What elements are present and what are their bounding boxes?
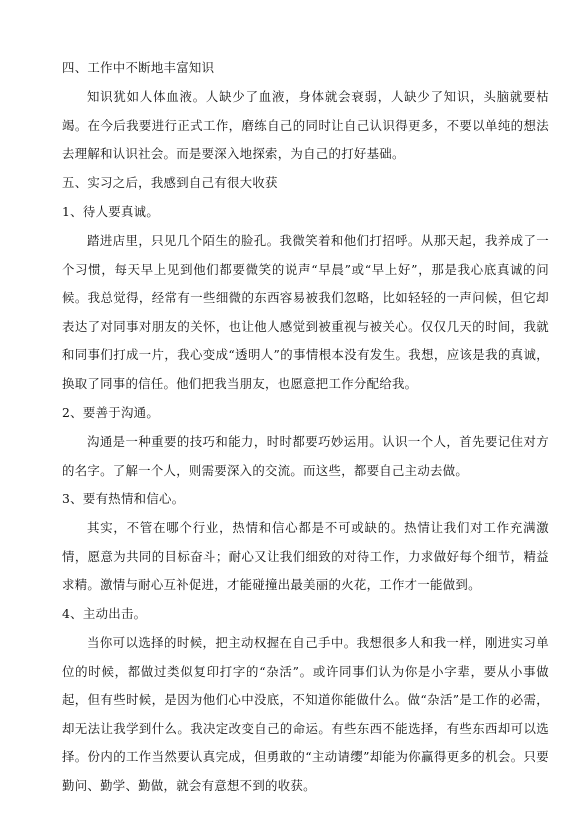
paragraph-knowledge: 知识犹如人体血液。人缺少了血液，身体就会衰弱，人缺少了知识，头脑就要枯竭。在今后我要进行正式工作，磨练自己的同时让自己认识得更多，不要以单纯的想法去理解和认识社会。而是要深入地探索，为自己的打好基础。 bbox=[62, 89, 549, 162]
subheading-passion-confidence: 3、要有热情和信心。 bbox=[62, 491, 185, 506]
subheading-sincerity: 1、待人要真诚。 bbox=[62, 204, 160, 219]
paragraph-passion-confidence: 其实，不管在哪个行业，热情和信心都是不可或缺的。热情让我们对工作充满激情，愿意为共同的目标奋斗；耐心又让我们细致的对待工作，力求做好每个细节，精益求精。激情与耐心互补促进，才能碰撞出最美丽的火花，工作才一能做到。 bbox=[62, 520, 549, 593]
paragraph-sincerity: 踏进店里，只见几个陌生的脸孔。我微笑着和他们打招呼。从那天起，我养成了一个习惯，每天早上见到他们都要微笑的说声“早晨”或“早上好”，那是我心底真诚的问候。我总觉得，经常有一些细微的东西容易被我们忽略，比如轻轻的一声问候，但它却表达了对同事对朋友的关怀，也让他人感觉到被重视与被关心。仅仅几天的时间，我就和同事们打成一片，我心变成“透明人”的事情根本没有发生。我想，应该是我的真诚，换取了同事的信任。他们把我当朋友，也愿意把工作分配给我。 bbox=[62, 233, 549, 391]
section-heading-gains: 五、实习之后，我感到自己有很大收获 bbox=[62, 175, 278, 190]
section-heading-knowledge: 四、工作中不断地丰富知识 bbox=[62, 60, 215, 75]
subheading-communication: 2、要善于沟通。 bbox=[62, 405, 160, 420]
paragraph-communication: 沟通是一种重要的技巧和能力，时时都要巧妙运用。认识一个人，首先要记住对方的名字。了解一个人，则需要深入的交流。而这些，都要自己主动去做。 bbox=[62, 434, 549, 478]
subheading-take-initiative: 4、主动出击。 bbox=[62, 606, 147, 621]
paragraph-take-initiative: 当你可以选择的时候，把主动权握在自己手中。我想很多人和我一样，刚进实习单位的时候，都做过类似复印打字的“杂活”。或许同事们认为你是小字辈，要从小事做起，但有些时候，是因为他们心中没底，不知道你能做什么。做“杂活”是工作的必需，却无法让我学到什么。我决定改变自己的命运。有些东西不能选择，有些东西却可以选择。份内的工作当然要认真完成，但勇敢的“主动请缨”却能为你赢得更多的机会。只要勤问、勤学、勤做，就会有意想不到的收获。 bbox=[62, 635, 549, 793]
